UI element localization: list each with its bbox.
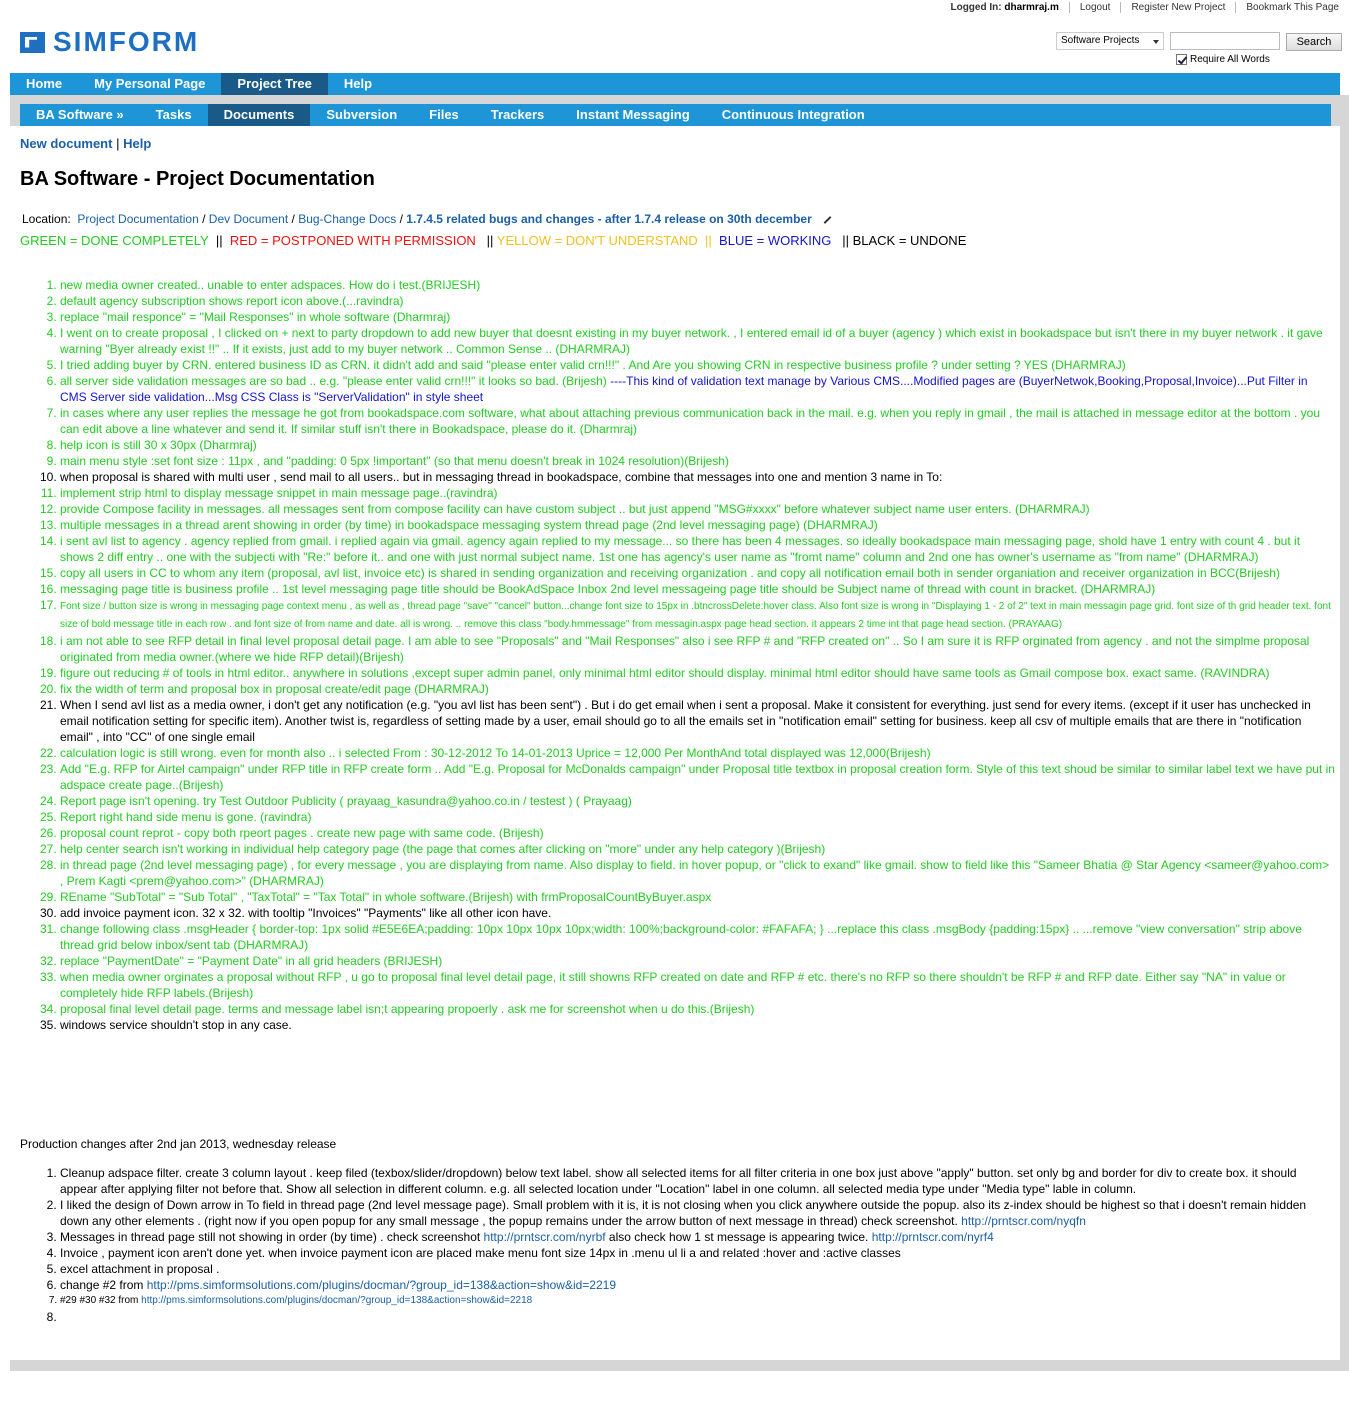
new-document-link[interactable]: New document xyxy=(20,136,113,151)
list-item xyxy=(60,597,1335,633)
production-item xyxy=(60,1277,1335,1293)
list-item-text: replace "PaymentDate" = "Payment Date" in all grid headers (BRIJESH) xyxy=(60,954,443,968)
list-item-text: Report page isn't opening. try Test Outdoor Publicity ( prayaag_kasundra@yahoo.co.in / testest ) ( Prayaag) xyxy=(60,794,632,808)
register-project-link[interactable]: Register New Project xyxy=(1120,2,1235,13)
production-item xyxy=(60,1245,1335,1261)
list-item-text: proposal count reprot - copy both rpeort pages . create new page with same code. (Brijesh) xyxy=(60,826,544,840)
list-item xyxy=(60,293,1335,309)
production-item-text: Invoice , payment icon aren't done yet. when invoice payment icon are placed make menu font size 14px in .menu ul li a and related :hover and :active classes xyxy=(60,1246,901,1260)
list-item xyxy=(60,825,1335,841)
nav-project-files[interactable]: Files xyxy=(429,107,459,122)
search-scope-select[interactable] xyxy=(1056,32,1164,50)
list-item-text: Font size / button size is wrong in messaging page context menu , as well as , thread page "save" "cancel" button...change font size to 15px in .btncrossDelete:hover class. Also font size is wrong in "Displaying 1 - 2 of 2" text in main messagin page grid. font size of th grid header text. font size of bold message title in each row . and font size of from name and date. all is wrong. .. remove this class "body.hmmessage" from messagin.aspx page head section. it appears 2 time int that page head section. (PRAYAAG) xyxy=(60,601,1331,630)
list-item xyxy=(60,1017,1335,1033)
list-item-text: add invoice payment icon. 32 x 32. with tooltip "Invoices" "Payments" like all other icon have. xyxy=(60,906,552,920)
production-item-text: #29 #30 #32 from xyxy=(60,1295,142,1306)
search-area xyxy=(1056,32,1346,72)
list-item-text: When I send avl list as a media owner, i don't get any notification (e.g. "you avl list has been sent") . But i do get email when i sent a proposal. Make it consistent for everything. just send for every items. (except if it user has unchecked in email notification setting for specific item). Another twist is, regardless of setting made by a user, email should go to all the emails set in "notification email" setting for business. keep all csv of multiple emails that are there in "notification email" , into "CC" of one single email xyxy=(60,698,1311,744)
list-item-text: new media owner created.. unable to enter adspaces. How do i test.(BRIJESH) xyxy=(60,278,481,292)
production-item xyxy=(60,1197,1335,1229)
list-item-text: change following class .msgHeader { border-top: 1px solid #E5E6EA;padding: 10px 10px 10px 10px;width: 100%;background-color: #FAFAFA; } ...replace this class .msgBody {padding:15px} .. ...remove "view conversation" strip above thread grid below inbox/sent tab (DHARMRAJ) xyxy=(60,922,1302,952)
breadcrumb-project-documentation[interactable]: Project Documentation xyxy=(77,212,199,226)
bookmark-link[interactable]: Bookmark This Page xyxy=(1235,2,1349,13)
chevron-down-icon xyxy=(1153,40,1159,44)
list-item-text: default agency subscription shows report icon above.(...ravindra) xyxy=(60,294,404,308)
help-link[interactable]: Help xyxy=(123,136,152,151)
nav-project-instant-messaging[interactable]: Instant Messaging xyxy=(576,107,690,122)
production-item-link[interactable]: http://prntscr.com/nyqfn xyxy=(961,1214,1086,1228)
nav-main-home[interactable]: Home xyxy=(26,76,63,91)
list-item-text: help center search isn't working in individual help category page (the page that comes after clicking on "more" under any help category )(Brijesh) xyxy=(60,842,826,856)
list-item xyxy=(60,857,1335,889)
breadcrumb-current: 1.7.4.5 related bugs and changes - after 1.7.4 release on 30th december xyxy=(406,212,812,226)
search-input[interactable] xyxy=(1170,32,1280,50)
logged-in-label: Logged In: xyxy=(950,1,1002,13)
production-item-text: also check how 1 st message is appearing twice. xyxy=(605,1230,872,1244)
list-item-text: help icon is still 30 x 30px (Dharmraj) xyxy=(60,438,257,452)
list-item xyxy=(60,565,1335,581)
list-item xyxy=(60,517,1335,533)
list-item-text: proposal final level detail page. terms and message label isn;t appearing propoerly . ask me for screenshot when u do this.(Brijesh) xyxy=(60,1002,755,1016)
nav-project-ba-software[interactable]: BA Software » xyxy=(36,107,124,122)
list-item-text: copy all users in CC to whom any item (proposal, avl list, invoice etc) is shared in sending organization and receiving organization . and copy all notification email both in sender organiation and receiver organization in BCC(Brijesh) xyxy=(60,566,1280,580)
content-area xyxy=(10,126,1340,1360)
list-item xyxy=(60,373,1335,405)
list-item xyxy=(60,953,1335,969)
page-title: BA Software - Project Documentation xyxy=(20,168,375,190)
list-item xyxy=(60,793,1335,809)
production-item-text: Messages in thread page still not showing in order (by time) . check screenshot xyxy=(60,1230,484,1244)
list-item xyxy=(60,809,1335,825)
list-item xyxy=(60,969,1335,1001)
legend-red: RED = POSTPONED WITH PERMISSION xyxy=(229,233,476,248)
logged-in-info xyxy=(940,2,1068,13)
list-item xyxy=(60,437,1335,453)
list-item xyxy=(60,357,1335,373)
list-item xyxy=(60,921,1335,953)
list-item-text: in thread page (2nd level messaging page) , for every message , you are displaying from name. Also display to field. in hover popup, or "click to exand" like gmail. show to field like this "Sameer Bhatia @ Star Agency <sameer@yahoo.com> , Prem Kagti <prem@yahoo.com>" (DHARMRAJ) xyxy=(60,858,1330,888)
production-item xyxy=(60,1261,1335,1277)
list-item xyxy=(60,533,1335,565)
list-item-text: in cases where any user replies the message he got from bookadspace.com software, what about attaching previous communication back in the mail. e.g. when you reply in gmail , the mail is attached in message editor at the bottom . you can edit above a line whatever and send it. If similar stuff isn't there in Bookadspace, please do it. (Dharmraj) xyxy=(60,406,1320,436)
list-item xyxy=(60,745,1335,761)
list-item-text: provide Compose facility in messages. all messages sent from compose facility can have custom subject .. but just append "MSG#xxxx" before whatever subject name user enters. (DHARMRAJ) xyxy=(60,502,1090,516)
list-item xyxy=(60,581,1335,597)
list-item-text: when proposal is shared with multi user , send mail to all users.. but in messaging thread in bookadspace, combine that messages into one and mention 3 name in To: xyxy=(60,470,943,484)
list-item-text: all server side validation messages are so bad .. e.g. "please enter valid crn!!!" it looks so bad. (Brijesh) xyxy=(60,374,611,388)
list-item xyxy=(60,681,1335,697)
production-item-text: Cleanup adspace filter. create 3 column layout . keep filed (texbox/slider/dropdown) below text label. show all selected items for all filter criteria in one box just above "apply" button. set only bg and border for div to create box. it should appear after applying filter not before that. Show all selection in different column. e.g. all selected location under "Location" label in one column. all selected media type under "Media type" lable in column. xyxy=(60,1166,1297,1196)
production-changes-list xyxy=(10,1165,1335,1325)
search-button[interactable]: Search xyxy=(1286,33,1342,51)
list-item xyxy=(60,309,1335,325)
brand-logo[interactable] xyxy=(20,26,200,57)
logout-link[interactable]: Logout xyxy=(1069,2,1121,13)
require-all-words-option[interactable] xyxy=(1176,54,1270,65)
production-heading: Production changes after 2nd jan 2013, wednesday release xyxy=(20,1137,337,1151)
list-item-text: Add "E.g. RFP for Airtel campaign" under RFP title in RFP create form .. Add "E.g. Proposal for McDonalds campaign" under Proposal title textbox in proposal creation form. Style of this text shoud be similar to similar label text we have put in adspace create page..(Brijesh) xyxy=(60,762,1335,792)
list-item xyxy=(60,453,1335,469)
production-item-link[interactable]: http://prntscr.com/nyrf4 xyxy=(871,1230,994,1244)
search-scope-value: Software Projects xyxy=(1061,35,1140,46)
list-item-text: when media owner orginates a proposal without RFP , u go to proposal final level detail page, it still showns RFP created on date and RFP # etc. there's no RFP so there shouldn't be RFP # and RFP date. Either say "NA" in value or completely hide RFP labels.(Brijesh) xyxy=(60,970,1286,1000)
production-item xyxy=(60,1165,1335,1197)
list-item xyxy=(60,469,1335,485)
production-item xyxy=(60,1293,1335,1309)
list-item-text: messaging page title is business profile .. 1st level messaging page title should be BookAdSpace Inbox 2nd level messageing page title should be Subject name of thread with count in bracket. (DHARMRAJ) xyxy=(60,582,1156,596)
list-item xyxy=(60,405,1335,437)
breadcrumb: Location: Project Documentation / Dev Document / Bug-Change Docs / 1.7.4.5 related bugs and changes - after 1.7.4 release on 30th december xyxy=(22,212,832,226)
list-item xyxy=(60,697,1335,745)
list-item-text: multiple messages in a thread arent showing in order (by time) in bookadspace messaging system thread page (2nd level messaging page) (DHARMRAJ) xyxy=(60,518,878,532)
production-item-link[interactable]: http://prntscr.com/nyrbf xyxy=(483,1230,606,1244)
production-item-text: I liked the design of Down arrow in To field in thread page (2nd level message page). Small problem with it is, it is not closing when you click anywhere outside the popup. also its z-index should be highest so that i doesn't remain hidden down any other elements . (right now if you open popup for any small message , the popup remains under the arrow button of next message in thread) check screenshot. xyxy=(60,1198,1307,1228)
legend-yellow: YELLOW = DON'T UNDERSTAND xyxy=(496,233,698,248)
breadcrumb-dev-document[interactable]: Dev Document xyxy=(208,212,289,226)
list-item-text: calculation logic is still wrong. even for month also .. i selected From : 30-12-2012 To 14-01-2013 Uprice = 12,000 Per MonthAnd total displayed was 12,000(Brijesh) xyxy=(60,746,931,760)
nav-main-project-tree[interactable]: Project Tree xyxy=(221,73,327,95)
list-item-text: I tried adding buyer by CRN. entered business ID as CRN. it didn't add and said "please enter valid crn!!!" . And Are you showing CRN in respective business profile ? under setting ? YES (DHARMRAJ) xyxy=(60,358,1126,372)
list-item xyxy=(60,633,1335,665)
list-item-text: i am not able to see RFP detail in final level proposal detail page. I am able to see "Proposals" and "Mail Responses" also i see RFP # and "RFP created on" .. So I am sure it is RFP orginated from agency . and not the simplme proposal originated from media owner.(where we hide RFP detail)(Brijesh) xyxy=(60,634,1310,664)
nav-project-subversion[interactable]: Subversion xyxy=(326,107,398,122)
list-item-text: figure out reducing # of tools in html editor.. anywhere in solutions ,except super admin panel, only minimal html editor should display. minimal html editor should have same tools as Gmail compose box. exact same. (RAVINDRA) xyxy=(60,666,1270,680)
list-item xyxy=(60,905,1335,921)
list-item xyxy=(60,485,1335,501)
require-all-words-checkbox[interactable] xyxy=(1176,54,1187,65)
production-item-link[interactable]: http://pms.simformsolutions.com/plugins/docman/?group_id=138&action=show&id=2218 xyxy=(141,1295,533,1306)
list-item-text: windows service shouldn't stop in any case. xyxy=(60,1018,292,1032)
top-bar xyxy=(940,0,1349,14)
production-item xyxy=(60,1229,1335,1245)
edit-pencil-icon[interactable] xyxy=(824,216,832,224)
document-actions xyxy=(20,136,151,151)
bug-change-list xyxy=(10,277,1335,1033)
username: dharmraj.m xyxy=(1004,1,1059,13)
production-item-text: excel attachment in proposal . xyxy=(60,1262,220,1276)
list-item-text: replace "mail responce" = "Mail Responses" in whole software (Dharmraj) xyxy=(60,310,451,324)
nav-main-help[interactable]: Help xyxy=(343,76,373,91)
list-item xyxy=(60,325,1335,357)
list-item xyxy=(60,277,1335,293)
list-item xyxy=(60,841,1335,857)
nav-main-my-personal-page[interactable]: My Personal Page xyxy=(94,76,206,91)
breadcrumb-bug-change-docs[interactable]: Bug-Change Docs xyxy=(298,212,397,226)
list-item xyxy=(60,761,1335,793)
location-label: Location: xyxy=(22,212,71,226)
list-item xyxy=(60,665,1335,681)
link-separator: | xyxy=(116,136,120,151)
list-item-text: i sent avl list to agency . agency replied from gmail. i replied again via gmail. agency again replied to my message... so there has been 4 messages. so ideally bookadspace main messaging page, shold have 1 entry with count 4 . but it shows 2 diff entry .. one with the subjecti with "Re:" before it.. and one with just normal subject name. 1st one has agency's user name as "fromt name" column and 2nd one has owner's username as "from name" (DHARMRAJ) xyxy=(60,534,1301,564)
project-nav xyxy=(20,104,1331,126)
list-item-text: implement strip html to display message snippet in main message page..(ravindra) xyxy=(60,486,498,500)
nav-project-trackers[interactable]: Trackers xyxy=(490,107,545,122)
status-legend: GREEN = DONE COMPLETELY || RED = POSTPONED WITH PERMISSION || YELLOW = DON'T UNDERSTAND || BLUE = WORKING || BLACK = UNDONE xyxy=(20,233,967,248)
nav-project-tasks[interactable]: Tasks xyxy=(155,107,192,122)
list-item-text: main menu style :set font size : 11px , and "padding: 0 5px !important" (so that menu doesn't break in 1024 resolution)(Brijesh) xyxy=(60,454,729,468)
brand-name: SIMFORM xyxy=(53,26,200,57)
list-item xyxy=(60,501,1335,517)
main-nav xyxy=(10,73,1340,95)
nav-project-continuous-integration[interactable]: Continuous Integration xyxy=(721,107,865,122)
nav-project-documents[interactable]: Documents xyxy=(208,104,311,126)
list-item-text: REname "SubTotal" = "Sub Total" , "TaxTotal" = "Tax Total" in whole software.(Brijesh) with frmProposalCountByBuyer.aspx xyxy=(60,890,712,904)
production-item-link[interactable]: http://pms.simformsolutions.com/plugins/docman/?group_id=138&action=show&id=2219 xyxy=(146,1278,616,1292)
logo-icon xyxy=(20,32,45,53)
production-item-text: change #2 from xyxy=(60,1278,147,1292)
list-item-text: I went on to create proposal , I clicked on + next to party dropdown to add new buyer that doesnt existing in my buyer network. , I entered email id of a buyer (agency ) which exist in bookadspace but isn't there in my buyer network . it gave warning "Byer already exist !!" .. If it exists, just add to my buyer network .. Common Sense .. (DHARMRAJ) xyxy=(60,326,1323,356)
legend-black: BLACK = UNDONE xyxy=(852,233,967,248)
list-item xyxy=(60,889,1335,905)
legend-green: GREEN = DONE COMPLETELY xyxy=(20,233,209,248)
list-item-text: fix the width of term and proposal box in proposal create/edit page (DHARMRAJ) xyxy=(60,682,489,696)
list-item xyxy=(60,1001,1335,1017)
list-item-text: Report right hand side menu is gone. (ravindra) xyxy=(60,810,312,824)
list-item-note: ----This kind of validation text manage by Various CMS....Modified pages are (BuyerNetwok,Booking,Proposal,Invoice)...Put Filter in CMS Server side validation...Msg CSS Class is "ServerValidation" in style sheet xyxy=(60,374,1308,404)
require-all-words-label: Require All Words xyxy=(1190,54,1270,65)
production-item xyxy=(60,1309,1335,1325)
legend-blue: BLUE = WORKING xyxy=(719,233,832,248)
